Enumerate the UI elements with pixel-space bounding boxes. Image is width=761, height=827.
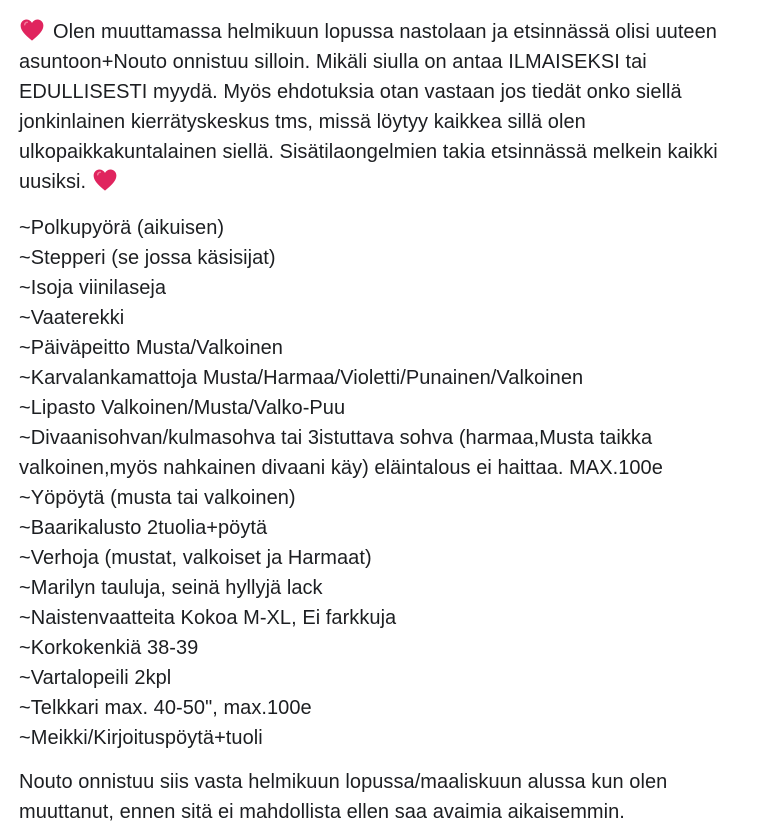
list-item: ~Naistenvaatteita Kokoa M-XL, Ei farkkuja	[19, 607, 397, 629]
red-heart-icon	[19, 17, 45, 43]
list-item: ~Yöpöytä (musta tai valkoinen)	[19, 487, 296, 509]
list-item: ~Meikki/Kirjoituspöytä+tuoli	[19, 727, 263, 749]
list-item: ~Vaaterekki	[19, 307, 125, 329]
list-item: ~Päiväpeitto Musta/Valkoinen	[19, 337, 283, 359]
post-closing-paragraph: Nouto onnistuu siis vasta helmikuun lopussa/maaliskuun alussa kun olen muuttanut, ennen sitä ei mahdollista ellen saa avaimia aikaisemmin.	[19, 771, 668, 823]
red-heart-icon	[92, 167, 118, 193]
wanted-items-list	[19, 213, 751, 753]
list-item: ~Karvalankamattoja Musta/Harmaa/Violetti/Punainen/Valkoinen	[19, 367, 584, 389]
list-item: ~Baarikalusto 2tuolia+pöytä	[19, 517, 268, 539]
post-intro-text: Olen muuttamassa helmikuun lopussa nastolaan ja etsinnässä olisi uuteen asuntoon+Nouto onnistuu silloin. Mikäli siulla on antaa ILMAISEKSI tai EDULLISESTI myydä. Myös ehdotuksia otan vastaan jos tiedät onko siellä jonkinlainen kierrätyskeskus tms, missä löytyy kaikkea sillä olen ulkopaikkakuntalainen siellä. Sisätilaongelmien takia etsinnässä melkein kaikki uusiksi.	[19, 21, 718, 193]
list-item: ~Stepperi (se jossa käsisijat)	[19, 247, 276, 269]
post-body	[19, 17, 751, 827]
list-item: ~Marilyn tauluja, seinä hyllyjä lack	[19, 577, 323, 599]
list-item: ~Polkupyörä (aikuisen)	[19, 217, 225, 239]
list-item: ~Verhoja (mustat, valkoiset ja Harmaat)	[19, 547, 372, 569]
list-item: ~Isoja viinilaseja	[19, 277, 167, 299]
post-intro-paragraph	[19, 17, 751, 197]
list-item: ~Lipasto Valkoinen/Musta/Valko-Puu	[19, 397, 346, 419]
list-item: ~Divaanisohvan/kulmasohva tai 3istuttava sohva (harmaa,Musta taikka valkoinen,myös nahkainen divaani käy) eläintalous ei haittaa. MAX.100e	[19, 427, 663, 479]
list-item: ~Vartalopeili 2kpl	[19, 667, 172, 689]
list-item: ~Korkokenkiä 38-39	[19, 637, 199, 659]
list-item: ~Telkkari max. 40-50", max.100e	[19, 697, 312, 719]
